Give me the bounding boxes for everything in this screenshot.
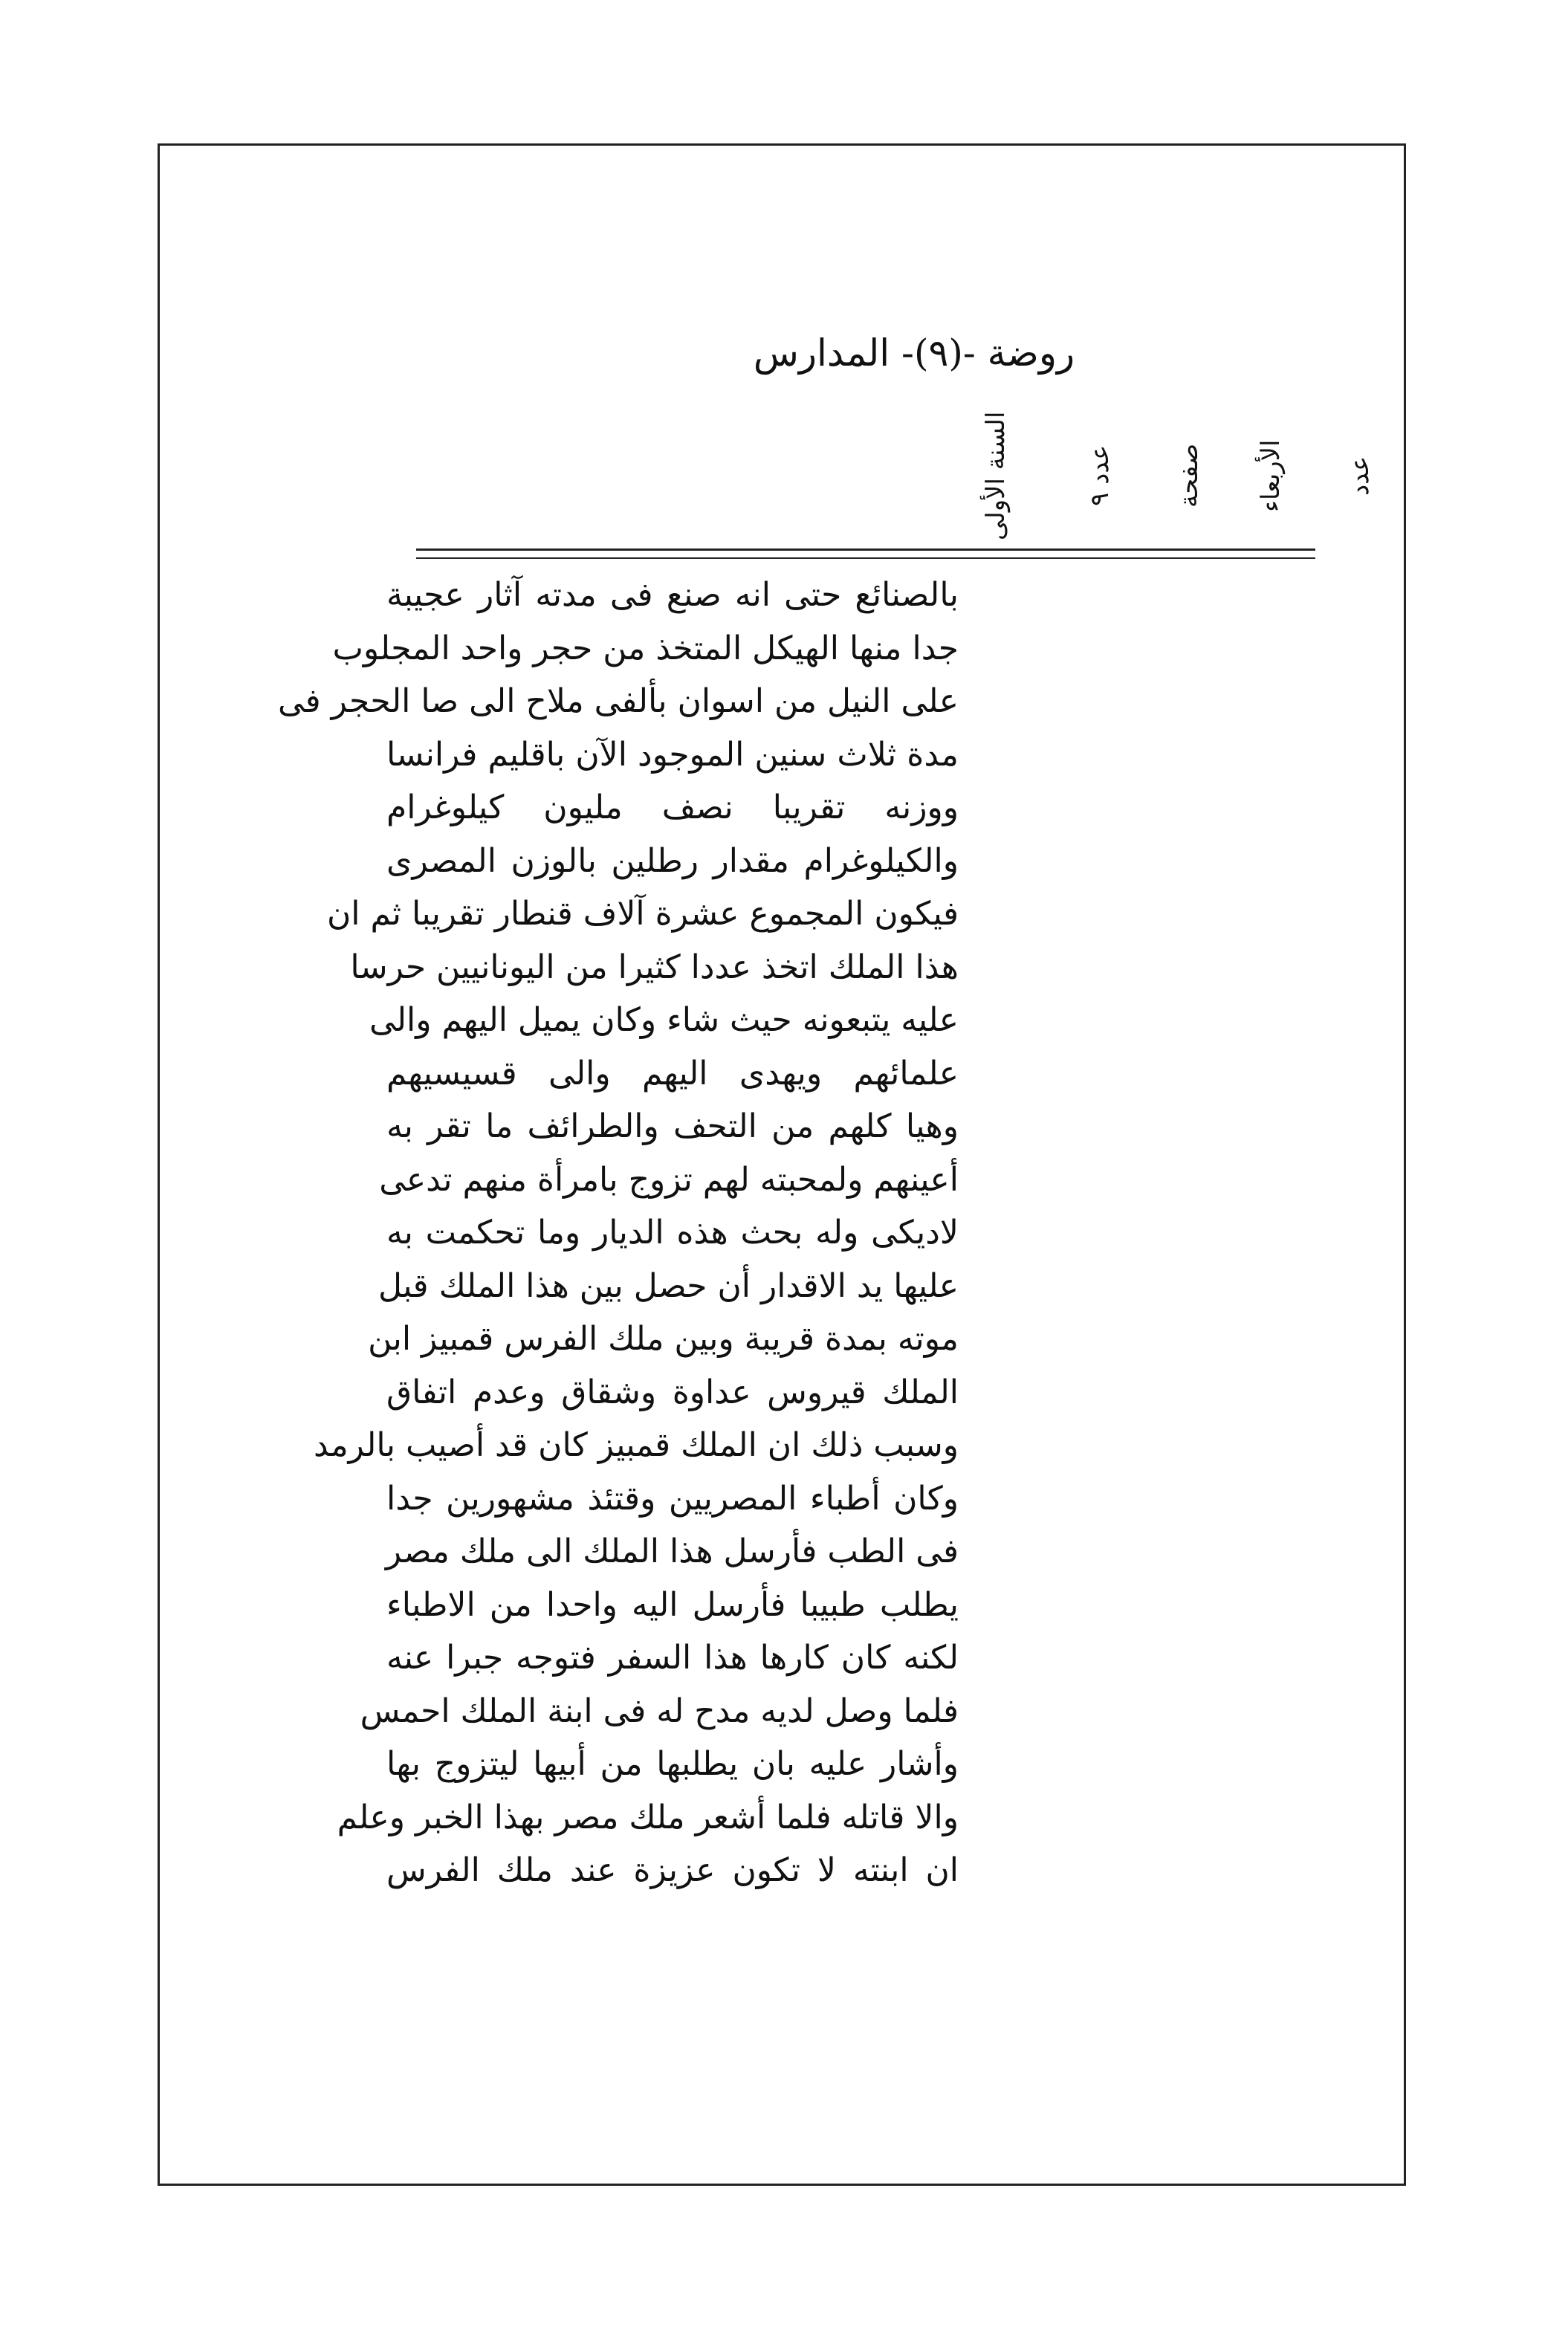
text-line: وهيا كلهم من التحف والطرائف ما تقر به (386, 1107, 959, 1145)
text-line: عليها يد الاقدار أن حصل بين هذا الملك قبل (378, 1266, 959, 1305)
text-line: وأشار عليه بان يطلبها من أبيها ليتزوج بها (386, 1745, 959, 1783)
text-line: الملك قيروس عداوة وشقاق وعدم اتفاق (386, 1373, 959, 1411)
text-line: فلما وصل لديه مدح له فى ابنة الملك احمس (360, 1692, 959, 1730)
text-line: فيكون المجموع عشرة آلاف قنطار تقريبا ثم ان (326, 895, 959, 933)
meta-column: صفحة (1174, 443, 1204, 508)
text-line: مدة ثلاث سنين الموجود الآن باقليم فرانسا (386, 735, 959, 774)
meta-column: عدد (1345, 456, 1375, 496)
text-line: ووزنه تقريبا نصف مليون كيلوغرام (386, 789, 959, 826)
text-line: لكنه كان كارها هذا السفر فتوجه جبرا عنه (386, 1639, 959, 1677)
header-meta-columns (981, 401, 1397, 550)
text-line: والكيلوغرام مقدار رطلين بالوزن المصرى (386, 841, 959, 880)
header-rule (416, 557, 1315, 559)
text-line: بالصنائع حتى انه صنع فى مدته آثار عجيبة (386, 576, 959, 614)
meta-column: عدد ٩ (1085, 444, 1115, 507)
text-line: جدا منها الهيكل المتخذ من حجر واحد المجلوب (332, 629, 959, 667)
text-line: موته بمدة قريبة وبين ملك الفرس قمبيز ابن (368, 1320, 959, 1358)
text-line: عليه يتبعونه حيث شاء وكان يميل اليهم والى (369, 1001, 959, 1039)
text-line: فى الطب فأرسل هذا الملك الى ملك مصر (385, 1533, 959, 1570)
text-line: أعينهم ولمحبته لهم تزوج بامرأة منهم تدعى (379, 1160, 959, 1199)
text-line: وكان أطباء المصريين وقتئذ مشهورين جدا (386, 1479, 959, 1518)
body-text (277, 569, 959, 2003)
text-line: على النيل من اسوان بألفى ملاح الى صا الحجر فى (277, 682, 959, 720)
meta-column: السنة الأولى (981, 411, 1011, 540)
text-line: والا قاتله فلما أشعر ملك مصر بهذا الخبر وعلم (337, 1798, 959, 1836)
text-line: ان ابنته لا تكون عزيزة عند ملك الفرس (386, 1851, 959, 1889)
text-line: علمائهم ويهدى اليهم والى قسيسيهم (386, 1054, 959, 1093)
header-rule (416, 548, 1315, 551)
text-line: هذا الملك اتخذ عددا كثيرا من اليونانيين حرسا (350, 948, 959, 986)
meta-column: الأربعاء (1256, 439, 1286, 512)
text-line: يطلب طبيبا فأرسل اليه واحدا من الاطباء (386, 1585, 959, 1624)
page-title: روضة -(٩)- المدارس (753, 331, 1075, 375)
text-line: لاديكى وله بحث هذه الديار وما تحكمت به (386, 1214, 959, 1252)
text-line: وسبب ذلك ان الملك قمبيز كان قد أصيب بالرمد (314, 1426, 959, 1464)
